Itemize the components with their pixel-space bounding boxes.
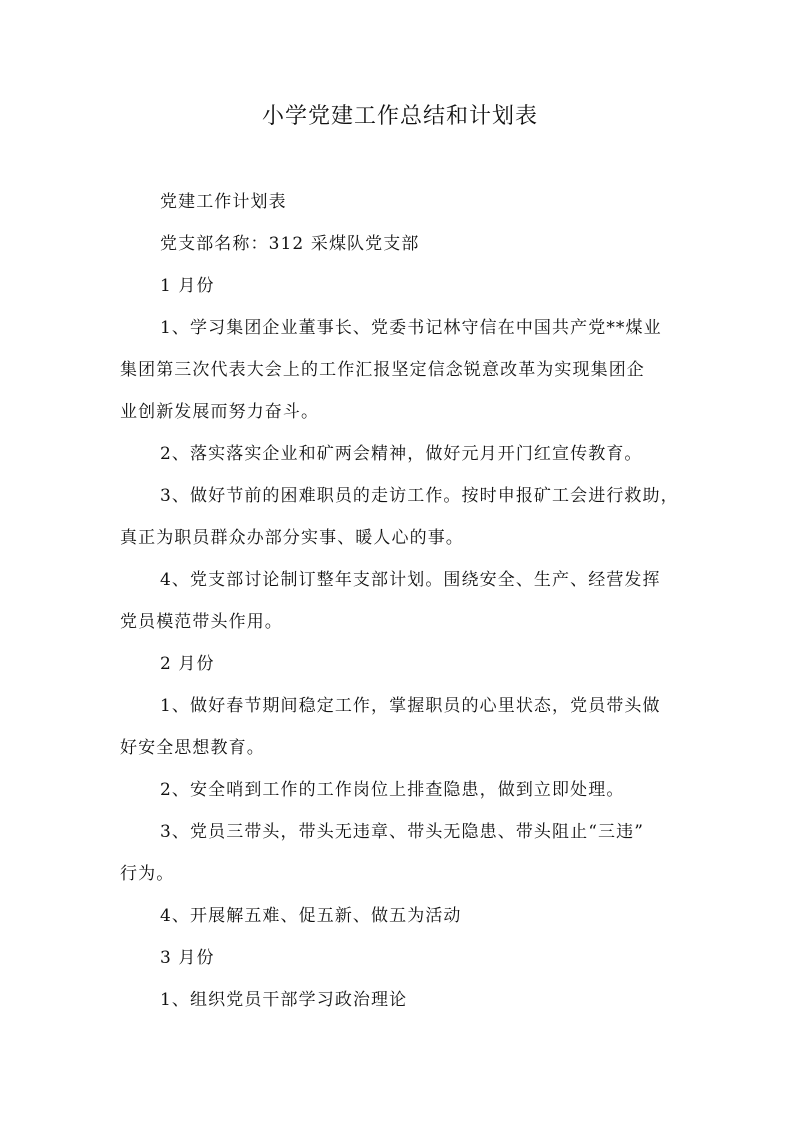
paragraph-line: 1、做好春节期间稳定工作，掌握职员的心里状态，党员带头做 (160, 696, 661, 716)
paragraph-line: 业创新发展而努力奋斗。 (120, 402, 320, 422)
paragraph-line: 3、党员三带头，带头无违章、带头无隐患、带头阻止“三违” (160, 822, 644, 842)
paragraph-line: 党员模范带头作用。 (120, 612, 283, 632)
paragraph-line: 2、落实落实企业和矿两会精神，做好元月开门红宣传教育。 (160, 444, 643, 464)
month-heading: 2 月份 (160, 654, 215, 674)
document-title: 小学党建工作总结和计划表 (261, 104, 538, 129)
month-heading: 1 月份 (160, 276, 215, 296)
paragraph-line: 集团第三次代表大会上的工作汇报坚定信念锐意改革为实现集团企 (120, 360, 645, 380)
paragraph-line: 4、党支部讨论制订整年支部计划。围绕安全、生产、经营发挥 (160, 570, 661, 590)
month-heading: 3 月份 (160, 948, 215, 968)
paragraph-line: 好安全思想教育。 (120, 738, 265, 758)
paragraph-line: 1、组织党员干部学习政治理论 (160, 990, 408, 1010)
branch-name: 党支部名称：312 采煤队党支部 (160, 234, 420, 254)
paragraph-line: 1、学习集团企业董事长、党委书记林守信在中国共产党**煤业 (160, 318, 662, 338)
paragraph-line: 3、做好节前的困难职员的走访工作。按时申报矿工会进行救助， (160, 486, 679, 506)
paragraph-line: 真正为职员群众办部分实事、暖人心的事。 (120, 528, 464, 548)
section-heading: 党建工作计划表 (160, 192, 287, 212)
paragraph-line: 行为。 (120, 864, 175, 884)
paragraph-line: 4、开展解五难、促五新、做五为活动 (160, 906, 462, 926)
paragraph-line: 2、安全哨到工作的工作岗位上排查隐患，做到立即处理。 (160, 780, 625, 800)
